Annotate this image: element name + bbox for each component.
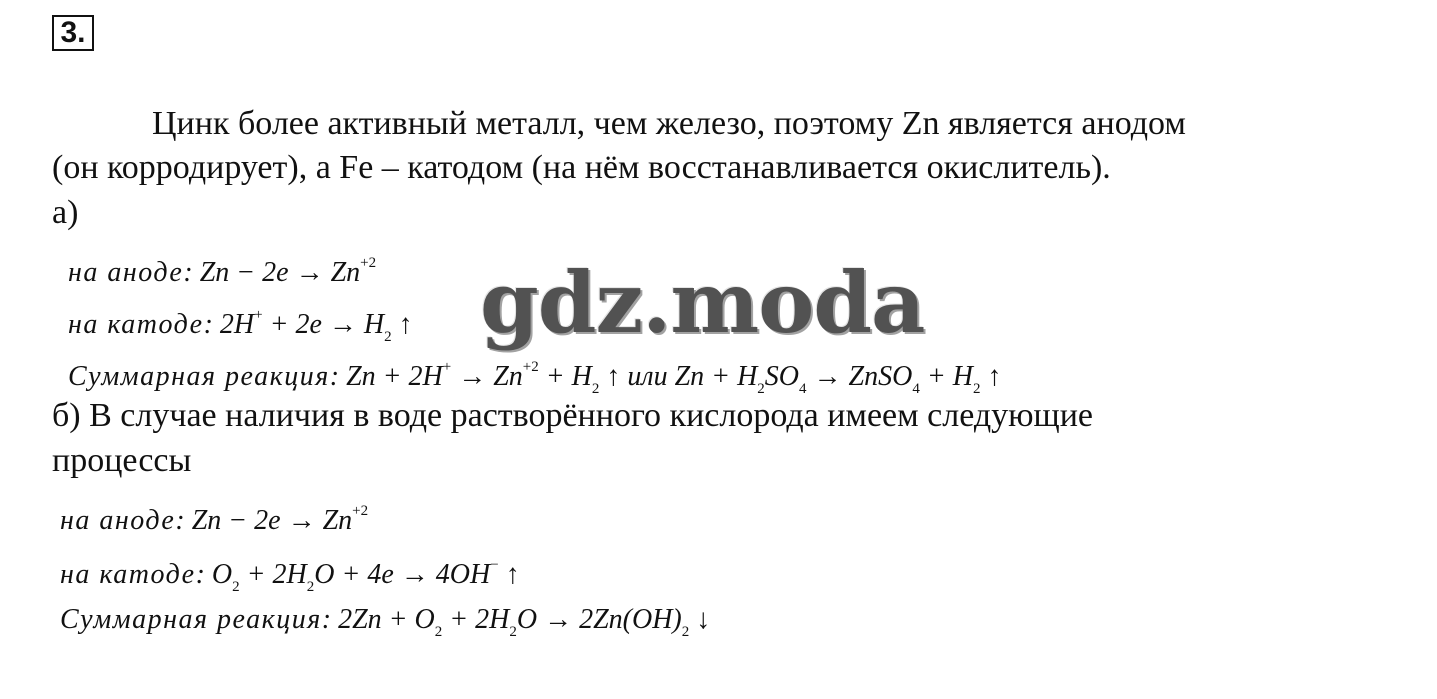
eq-term: O → 2Zn(OH) xyxy=(516,604,682,635)
precipitate-arrow-icon: ↓ xyxy=(689,604,711,635)
part-b-cathode-equation: на катоде: $O_2 + 2H_2O + 4e \to 4OH^-$ ↑ xyxy=(60,557,520,595)
eq-sub: 2 xyxy=(306,579,315,595)
task-number: 3. xyxy=(52,15,94,51)
eq-sub: 2 xyxy=(509,624,517,640)
eq-term: 2Zn + O xyxy=(338,604,435,635)
intro-line-1: Цинк более активный металл, чем железо, поэтому Zn является анодом xyxy=(152,105,1186,142)
eq-sub: 2 xyxy=(384,329,392,345)
eq-term: + 2H xyxy=(442,604,510,635)
eq-sub: 2 xyxy=(434,624,443,640)
gas-arrow-icon: ↑ xyxy=(980,361,1002,392)
part-b-line-1: б) В случае наличия в воде растворённого кислорода имеем следующие xyxy=(52,397,1094,434)
or-word: или xyxy=(620,361,675,392)
eq-sub: 2 xyxy=(591,381,600,397)
eq-term: Zn + H xyxy=(674,361,758,392)
eq-term: + H xyxy=(919,361,973,392)
anode-label: на аноде xyxy=(60,505,176,536)
part-b-total-equation: Суммарная реакция: $2Zn + O_2 + 2H_2O \to 2Zn(OH)_2$ ↓ xyxy=(60,604,711,640)
gas-arrow-icon: ↑ xyxy=(391,309,413,340)
part-a-cathode-equation: на катоде: $2H^+ + 2e \to H_2$ ↑ xyxy=(68,307,413,345)
eq-term: + 2e → H xyxy=(262,309,385,340)
eq-sup: + xyxy=(254,307,263,323)
watermark-logo: gdz.moda xyxy=(480,253,925,352)
eq-term: O xyxy=(211,559,233,590)
part-a-total-equation: Суммарная реакция: $Zn + 2H^+ \to Zn^{+2} + H_2$ ↑ или $Zn + H_2SO_4$ → ZnSO$_4$ + $H_2$ ↑ xyxy=(68,359,1002,397)
part-b-anode-equation: на аноде: $Zn - 2e \to Zn^{+2}$ xyxy=(60,503,369,536)
eq-sub: 4 xyxy=(799,381,807,397)
eq-sup: − xyxy=(490,557,499,573)
eq-term: → ZnSO xyxy=(806,361,913,392)
anode-eq: Zn − 2e → Zn xyxy=(199,257,361,288)
anode-charge: +2 xyxy=(352,503,369,519)
eq-sub: 2 xyxy=(232,579,240,595)
total-label: Суммарная реакция xyxy=(68,361,330,392)
eq-term: → Zn xyxy=(451,361,523,392)
eq-sub: 2 xyxy=(972,381,981,397)
eq-term: + H xyxy=(538,361,592,392)
part-a-label: а) xyxy=(52,194,79,231)
gas-arrow-icon: ↑ xyxy=(599,361,621,392)
eq-term: + 2H xyxy=(239,559,307,590)
eq-term: Zn + 2H xyxy=(346,361,443,392)
gas-arrow-icon: ↑ xyxy=(498,559,520,590)
eq-sup: + xyxy=(442,359,452,375)
intro-line-2: (он корродирует), а Fe – катодом (на нём восстанавливается окислитель). xyxy=(52,149,1111,186)
cathode-label: на катоде xyxy=(68,309,204,340)
eq-term: SO xyxy=(764,361,800,392)
eq-sup: +2 xyxy=(522,359,539,375)
eq-term: O + 4e → 4OH xyxy=(314,559,491,590)
eq-sub: 4 xyxy=(912,381,920,397)
part-a-anode-equation: на аноде: $Zn - 2e \to Zn^{+2}$ xyxy=(68,255,377,288)
eq-sub: 2 xyxy=(757,381,765,397)
eq-term: 2H xyxy=(219,309,255,340)
cathode-label: на катоде xyxy=(60,559,196,590)
part-b-line-2: процессы xyxy=(52,442,192,479)
eq-sub: 2 xyxy=(681,624,690,640)
anode-label: на аноде xyxy=(68,257,184,288)
anode-eq: Zn − 2e → Zn xyxy=(191,505,353,536)
total-label: Суммарная реакция xyxy=(60,604,322,635)
anode-charge: +2 xyxy=(360,255,377,271)
